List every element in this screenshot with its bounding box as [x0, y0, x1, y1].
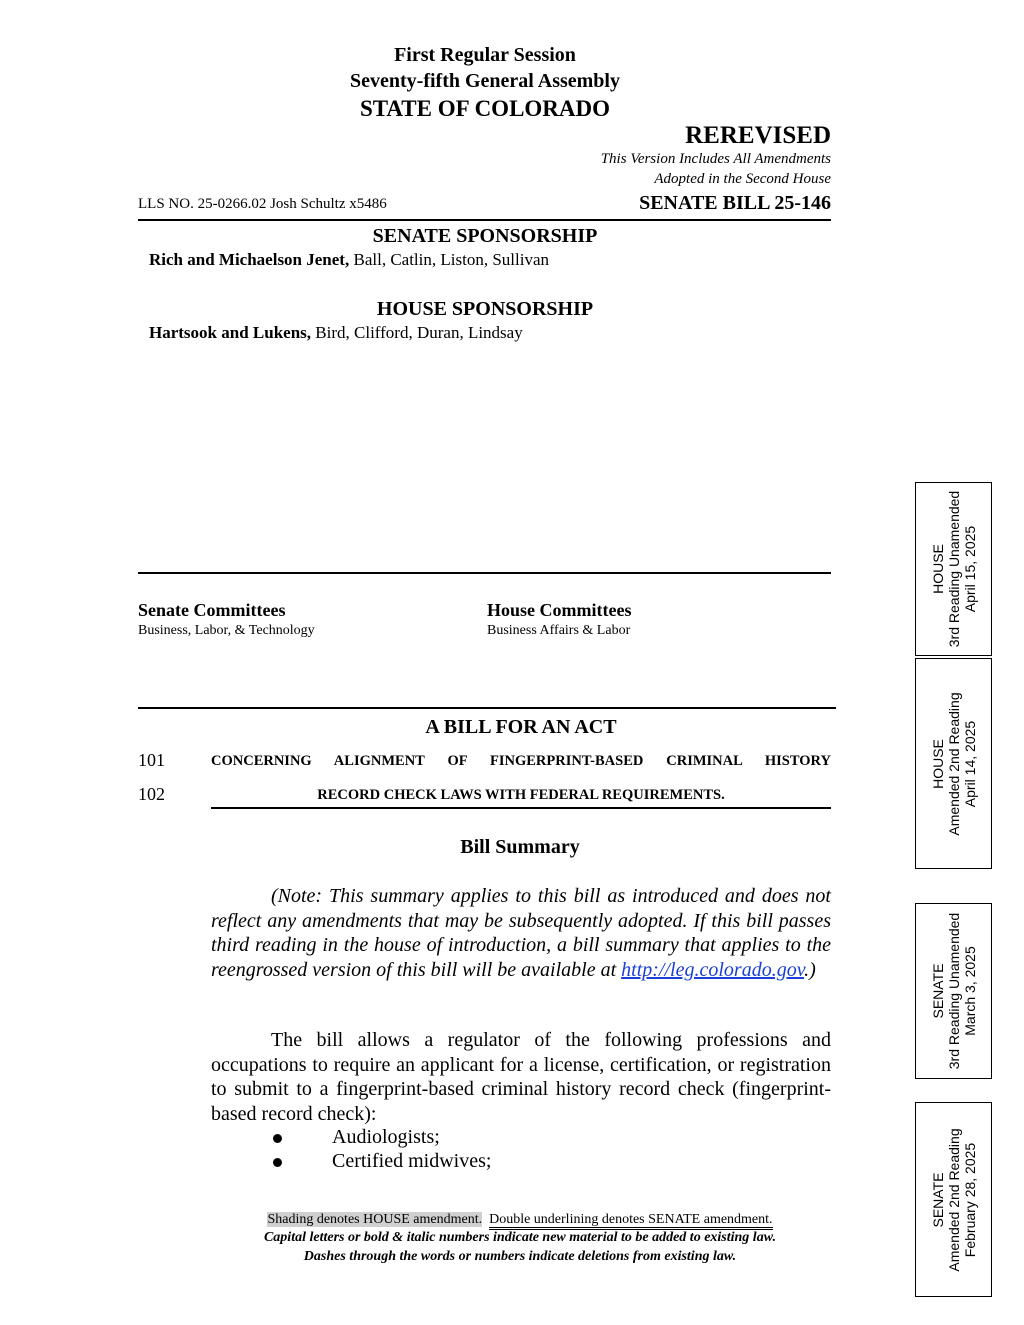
act-title-line-2: RECORD CHECK LAWS WITH FEDERAL REQUIREMENTS.: [317, 787, 725, 803]
deletion-legend: Dashes through the words or numbers indicate deletions from existing law.: [303, 1249, 737, 1264]
list-item-text: Certified midwives;: [332, 1150, 492, 1172]
senate-sponsors: [149, 250, 549, 270]
house-sponsors: [149, 323, 523, 343]
stamp-house-3rd-reading: [915, 482, 992, 656]
senate-amendment-legend: Double underlining denotes SENATE amendment.: [489, 1212, 772, 1230]
summary-note: [211, 884, 831, 982]
stamp-senate-2nd-reading: [915, 1102, 992, 1297]
senate-primary-sponsors: Rich and Michaelson Jenet,: [149, 250, 350, 269]
state-label: STATE OF COLORADO: [359, 96, 611, 121]
house-amendment-legend: Shading denotes HOUSE amendment.: [267, 1212, 483, 1227]
leg-colorado-link[interactable]: http://leg.colorado.gov: [621, 958, 805, 981]
line-number-102: 102: [138, 784, 165, 804]
version-note-2: Adopted in the Second House: [654, 171, 831, 187]
stamp-action: 3rd Reading Unamended: [945, 912, 962, 1070]
stamp-house-2nd-reading: [915, 658, 992, 869]
lls-number: LLS NO. 25-0266.02 Josh Schultz x5486: [138, 196, 387, 212]
senate-other-sponsors: Ball, Catlin, Liston, Sullivan: [349, 250, 549, 269]
summary-note-text: (Note: This summary applies to this bill as introduced and does not reflect any amendments that may be subsequently adopted. If this bill passes third reading in the house of introduction, a bill summary that applies to the reengrossed version of this bill will be available at: [211, 885, 831, 981]
summary-note-suffix: .): [804, 958, 816, 981]
assembly-label: Seventy-fifth General Assembly: [350, 70, 620, 92]
stamp-date: April 14, 2025: [961, 720, 978, 807]
stamp-action: Amended 2nd Reading: [945, 1127, 962, 1272]
stamp-action: 3rd Reading Unamended: [945, 490, 962, 648]
stamp-chamber: HOUSE: [929, 544, 946, 594]
senate-sponsorship-heading: SENATE SPONSORSHIP: [372, 225, 598, 247]
senate-committees-heading: Senate Committees: [138, 600, 286, 620]
house-sponsorship-heading: HOUSE SPONSORSHIP: [376, 298, 594, 320]
bullet-icon: [273, 1158, 282, 1167]
stamp-date: April 15, 2025: [961, 525, 978, 613]
stamp-chamber: SENATE: [929, 1172, 946, 1227]
stamp-chamber: HOUSE: [929, 738, 946, 789]
session-label: First Regular Session: [394, 44, 576, 66]
house-other-sponsors: Bird, Clifford, Duran, Lindsay: [311, 323, 523, 342]
house-primary-sponsors: Hartsook and Lukens,: [149, 323, 312, 342]
version-label: REREVISED: [685, 122, 831, 149]
committee-divider: [138, 572, 831, 574]
bill-summary-heading: Bill Summary: [460, 836, 580, 858]
act-heading: A BILL FOR AN ACT: [425, 716, 617, 738]
stamp-action: Amended 2nd Reading: [945, 691, 962, 836]
stamp-date: March 3, 2025: [961, 946, 978, 1036]
bill-number: SENATE BILL 25-146: [639, 192, 831, 214]
summary-body: [211, 1028, 831, 1126]
senate-committees-list: Business, Labor, & Technology: [138, 623, 315, 638]
new-material-legend: Capital letters or bold & italic numbers indicate new material to be added to existing law.: [263, 1230, 777, 1245]
house-committees-heading: House Committees: [487, 600, 632, 620]
house-committees-list: Business Affairs & Labor: [487, 623, 631, 638]
act-bottom-rule: [211, 807, 831, 809]
act-top-rule: [138, 707, 836, 709]
stamp-chamber: SENATE: [929, 963, 946, 1019]
act-title-line-1: CONCERNING ALIGNMENT OF FINGERPRINT-BASED CRIMINAL HISTORY: [211, 753, 831, 769]
stamp-senate-3rd-reading: [915, 903, 992, 1079]
header-divider: [138, 219, 831, 221]
line-number-101: 101: [138, 750, 165, 770]
list-item-text: Audiologists;: [332, 1126, 440, 1148]
amendment-legend: [0, 1212, 1024, 1228]
bullet-icon: [273, 1134, 282, 1143]
version-note-1: This Version Includes All Amendments: [600, 151, 831, 167]
stamp-date: February 28, 2025: [961, 1142, 978, 1257]
summary-body-text: The bill allows a regulator of the following professions and occupations to require an applicant for a license, certification, or registration to submit to a fingerprint-based criminal history record check (fingerprint-based record check):: [211, 1029, 831, 1125]
